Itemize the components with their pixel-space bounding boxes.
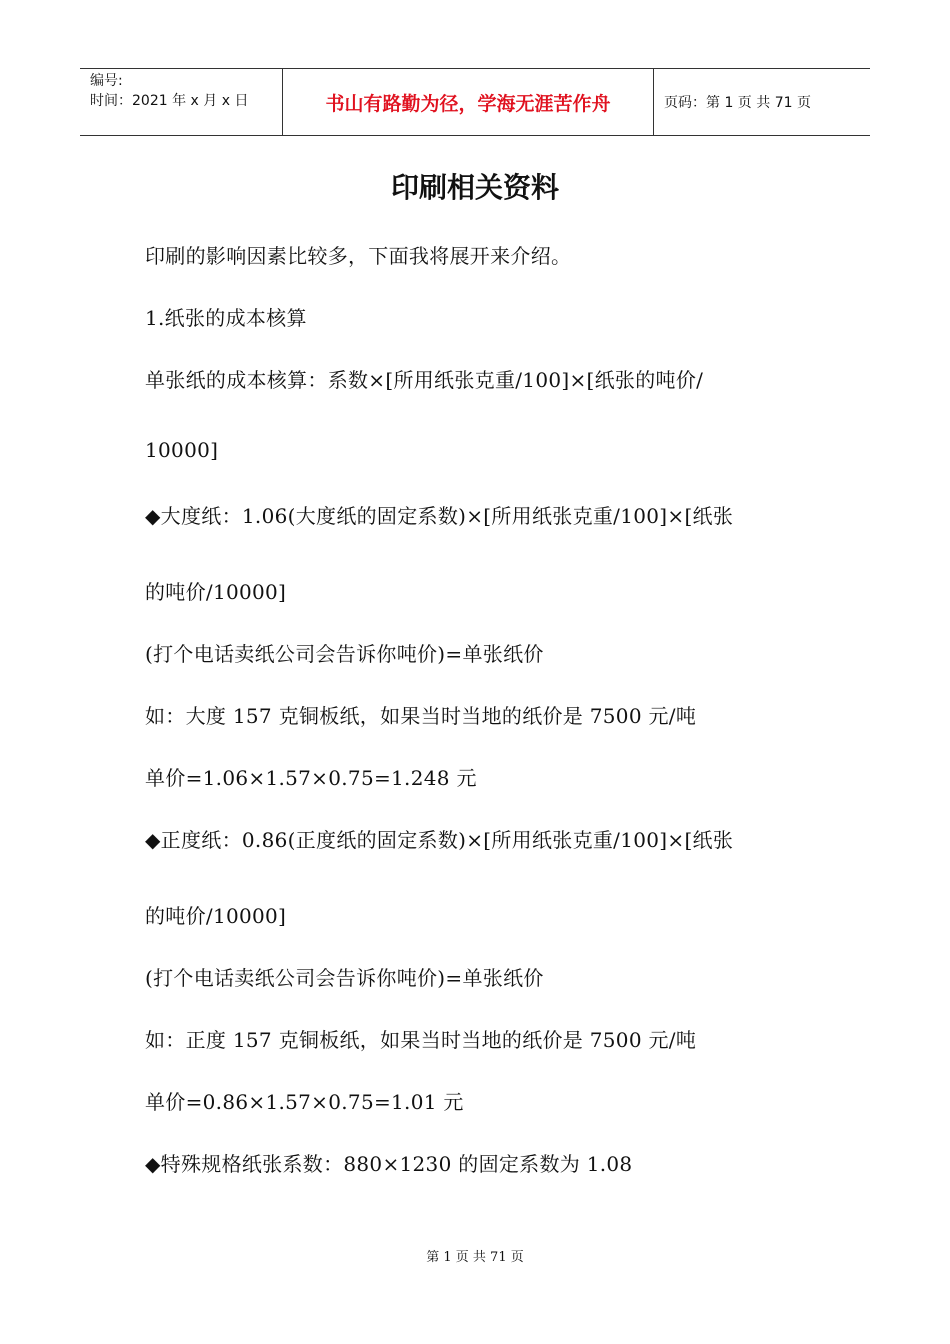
paragraph: 10000] bbox=[145, 438, 219, 462]
paragraph: 单价=1.06×1.57×0.75=1.248 元 bbox=[145, 766, 477, 790]
document-header bbox=[80, 68, 870, 136]
paragraph: 单张纸的成本核算：系数×[所用纸张克重/100]×[纸张的吨价/ bbox=[145, 368, 704, 392]
bullet-paragraph: ◆大度纸：1.06(大度纸的固定系数)×[所用纸张克重/100]×[纸张 bbox=[145, 504, 734, 528]
header-meta bbox=[80, 69, 282, 135]
paragraph: (打个电话卖纸公司会告诉你吨价)=单张纸价 bbox=[145, 966, 544, 990]
paragraph: 如：大度 157 克铜板纸，如果当时当地的纸价是 7500 元/吨 bbox=[145, 704, 697, 728]
bullet-paragraph: ◆特殊规格纸张系数：880×1230 的固定系数为 1.08 bbox=[145, 1152, 633, 1176]
paragraph: 的吨价/10000] bbox=[145, 580, 287, 604]
paragraph: (打个电话卖纸公司会告诉你吨价)=单张纸价 bbox=[145, 642, 544, 666]
document-number-label: 编号: bbox=[90, 73, 123, 89]
paragraph: 的吨价/10000] bbox=[145, 904, 287, 928]
document-title: 印刷相关资料 bbox=[390, 171, 559, 204]
paragraph: 如：正度 157 克铜板纸，如果当时当地的纸价是 7500 元/吨 bbox=[145, 1028, 697, 1052]
page-footer: 第 1 页 共 71 页 bbox=[426, 1250, 524, 1265]
document-date: 时间：2021 年 x 月 x 日 bbox=[90, 93, 249, 109]
header-motto: 书山有路勤为径，学海无涯苦作舟 bbox=[282, 69, 654, 135]
paragraph: 单价=0.86×1.57×0.75=1.01 元 bbox=[145, 1090, 464, 1114]
paragraph: 印刷的影响因素比较多，下面我将展开来介绍。 bbox=[145, 244, 572, 268]
section-heading: 1.纸张的成本核算 bbox=[145, 306, 307, 330]
header-page-info: 页码：第 1 页 共 71 页 bbox=[664, 95, 811, 111]
bullet-paragraph: ◆正度纸：0.86(正度纸的固定系数)×[所用纸张克重/100]×[纸张 bbox=[145, 828, 734, 852]
